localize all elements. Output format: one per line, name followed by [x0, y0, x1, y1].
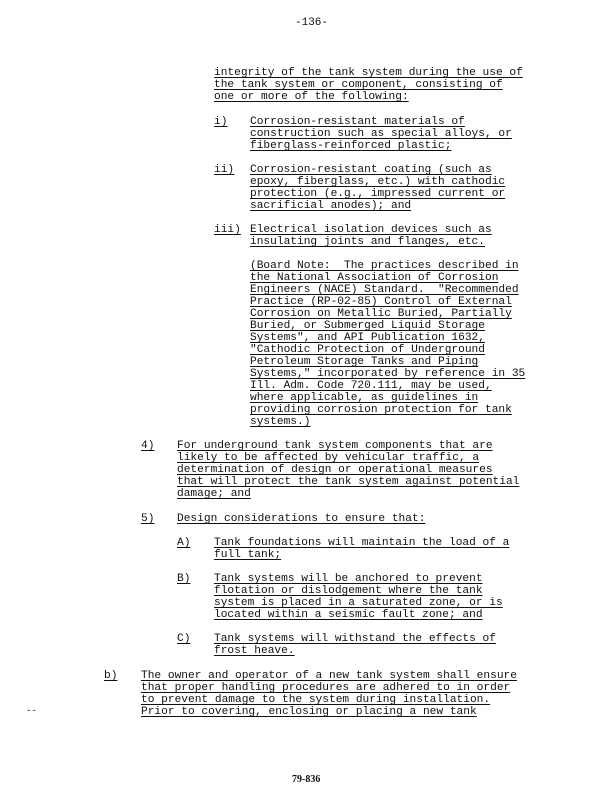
- page-footer: 79-836: [292, 774, 321, 785]
- note-line: Corrosion on Metallic Buried, Partially: [250, 308, 512, 320]
- text-line: to prevent damage to the system during installation.: [141, 694, 491, 706]
- item-marker: ii): [214, 164, 235, 176]
- item-marker: i): [214, 116, 228, 128]
- text-line: insulating joints and flanges, etc.: [250, 236, 485, 248]
- text-line: the tank system or component, consisting of: [214, 79, 503, 91]
- note-line: Systems," incorporated by reference in 35: [250, 368, 526, 380]
- text-line: sacrificial anodes); and: [250, 200, 412, 212]
- note-line: "Cathodic Protection of Underground: [250, 344, 485, 356]
- text-line: located within a seismic fault zone; and: [214, 609, 483, 621]
- text-line: Tank systems will withstand the effects of: [214, 633, 496, 645]
- item-marker: 4): [141, 440, 155, 452]
- margin-mark: --: [26, 706, 37, 716]
- text-line: likely to be affected by vehicular traffic, a: [177, 452, 480, 464]
- section-marker: b): [104, 670, 118, 682]
- text-line: system is placed in a saturated zone, or is: [214, 597, 503, 609]
- note-line: the National Association of Corrosion: [250, 272, 499, 284]
- note-line: systems.): [250, 416, 311, 428]
- note-line: Systems", and API Publication 1632,: [250, 332, 485, 344]
- text-line: that proper handling procedures are adhered to in order: [141, 682, 511, 694]
- text-line: Prior to covering, enclosing or placing a new tank: [141, 706, 477, 718]
- text-line: The owner and operator of a new tank system shall ensure: [141, 670, 517, 682]
- text-line: damage; and: [177, 488, 251, 500]
- text-line: For underground tank system components that are: [177, 440, 493, 452]
- text-line: Design considerations to ensure that:: [177, 513, 426, 525]
- item-marker: B): [177, 573, 191, 585]
- item-marker: iii): [214, 224, 241, 236]
- text-line: determination of design or operational measures: [177, 464, 493, 476]
- text-line: one or more of the following:: [214, 91, 409, 103]
- note-line: Ill. Adm. Code 720.111, may be used,: [250, 380, 492, 392]
- note-line: where applicable, as guidelines in: [250, 392, 479, 404]
- note-line: Practice (RP-02-85) Control of External: [250, 296, 512, 308]
- text-line: flotation or dislodgement where the tank: [214, 585, 483, 597]
- text-line: Tank systems will be anchored to prevent: [214, 573, 483, 585]
- text-line: full tank;: [214, 549, 282, 561]
- note-line: Petroleum Storage Tanks and Piping: [250, 356, 479, 368]
- text-line: Corrosion-resistant coating (such as: [250, 164, 492, 176]
- text-line: protection (e.g., impressed current or: [250, 188, 506, 200]
- item-marker: 5): [141, 513, 155, 525]
- note-line: Engineers (NACE) Standard. "Recommended: [250, 284, 519, 296]
- text-line: Tank foundations will maintain the load of a: [214, 537, 510, 549]
- text-line: integrity of the tank system during the use of: [214, 67, 523, 79]
- text-line: fiberglass-reinforced plastic;: [250, 140, 452, 152]
- text-line: construction such as special alloys, or: [250, 128, 512, 140]
- text-line: Corrosion-resistant materials of: [250, 116, 465, 128]
- text-line: Electrical isolation devices such as: [250, 224, 492, 236]
- text-line: epoxy, fiberglass, etc.) with cathodic: [250, 176, 506, 188]
- note-line: providing corrosion protection for tank: [250, 404, 512, 416]
- item-marker: A): [177, 537, 191, 549]
- note-line: Buried, or Submerged Liquid Storage: [250, 320, 485, 332]
- item-marker: C): [177, 633, 191, 645]
- page-header: -136-: [295, 17, 329, 29]
- text-line: that will protect the tank system against potential: [177, 476, 520, 488]
- text-line: frost heave.: [214, 645, 295, 657]
- note-line: (Board Note: The practices described in: [250, 260, 519, 272]
